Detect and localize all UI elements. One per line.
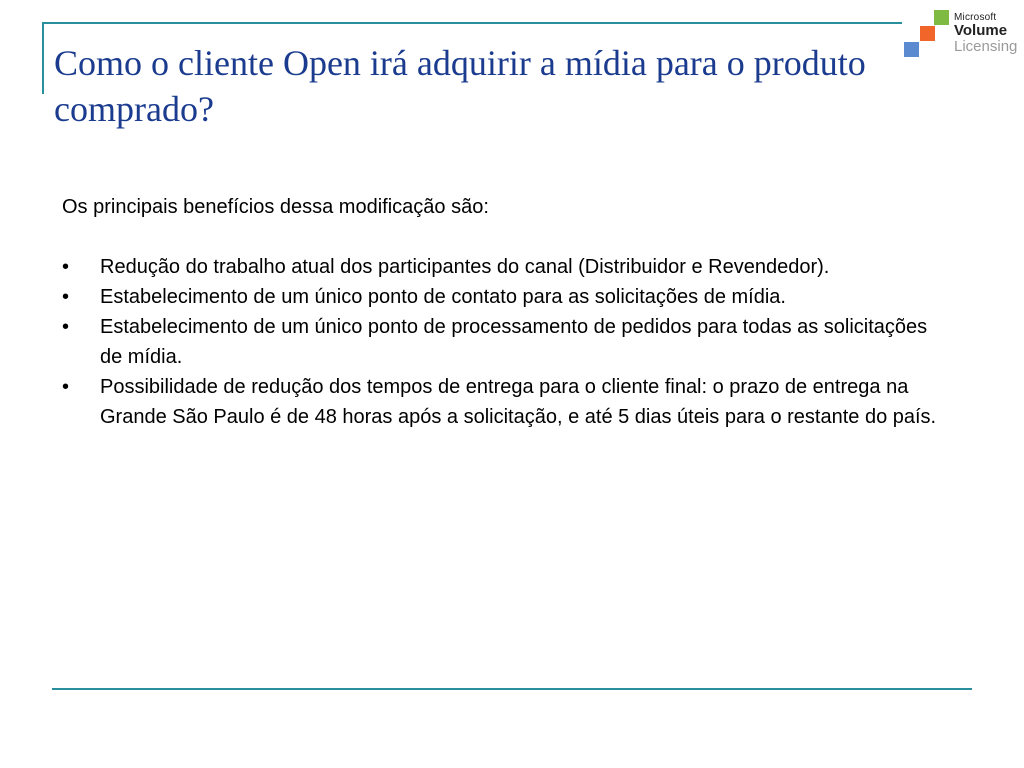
logo-microsoft-text: Microsoft <box>954 12 997 23</box>
bottom-divider <box>52 688 972 690</box>
slide-body <box>62 192 942 432</box>
bullet-icon: • <box>62 286 70 308</box>
benefits-list <box>62 252 942 432</box>
microsoft-volume-licensing-logo <box>904 8 1018 62</box>
left-divider <box>42 22 44 94</box>
logo-green-square <box>934 10 949 25</box>
list-item-text: Possibilidade de redução dos tempos de entrega para o cliente final: o prazo de entrega na Grande São Paulo é de 48 horas após a solicitação, e até 5 dias úteis para o restante do país. <box>100 376 937 428</box>
logo-text <box>954 12 1017 55</box>
list-item-text: Estabelecimento de um único ponto de contato para as solicitações de mídia. <box>100 286 786 308</box>
list-item <box>62 282 942 312</box>
list-item <box>62 312 942 372</box>
bullet-icon: • <box>62 376 70 398</box>
bullet-icon: • <box>62 316 70 338</box>
logo-volume-text: Volume <box>954 22 1008 39</box>
logo-squares-icon <box>904 8 948 56</box>
list-item-text: Estabelecimento de um único ponto de processamento de pedidos para todas as solicitações de mídia. <box>100 316 928 368</box>
logo-orange-square <box>920 26 935 41</box>
top-divider <box>42 22 902 24</box>
list-item <box>62 252 942 282</box>
logo-licensing-text: Licensing <box>954 38 1018 55</box>
intro-text: Os principais benefícios dessa modificação são: <box>62 196 489 218</box>
list-item <box>62 372 942 432</box>
list-item-text: Redução do trabalho atual dos participantes do canal (Distribuidor e Revendedor). <box>100 256 830 278</box>
bullet-icon: • <box>62 256 70 278</box>
logo-blue-square <box>904 42 919 57</box>
slide-title: Como o cliente Open irá adquirir a mídia para o produto comprado? <box>54 43 866 129</box>
